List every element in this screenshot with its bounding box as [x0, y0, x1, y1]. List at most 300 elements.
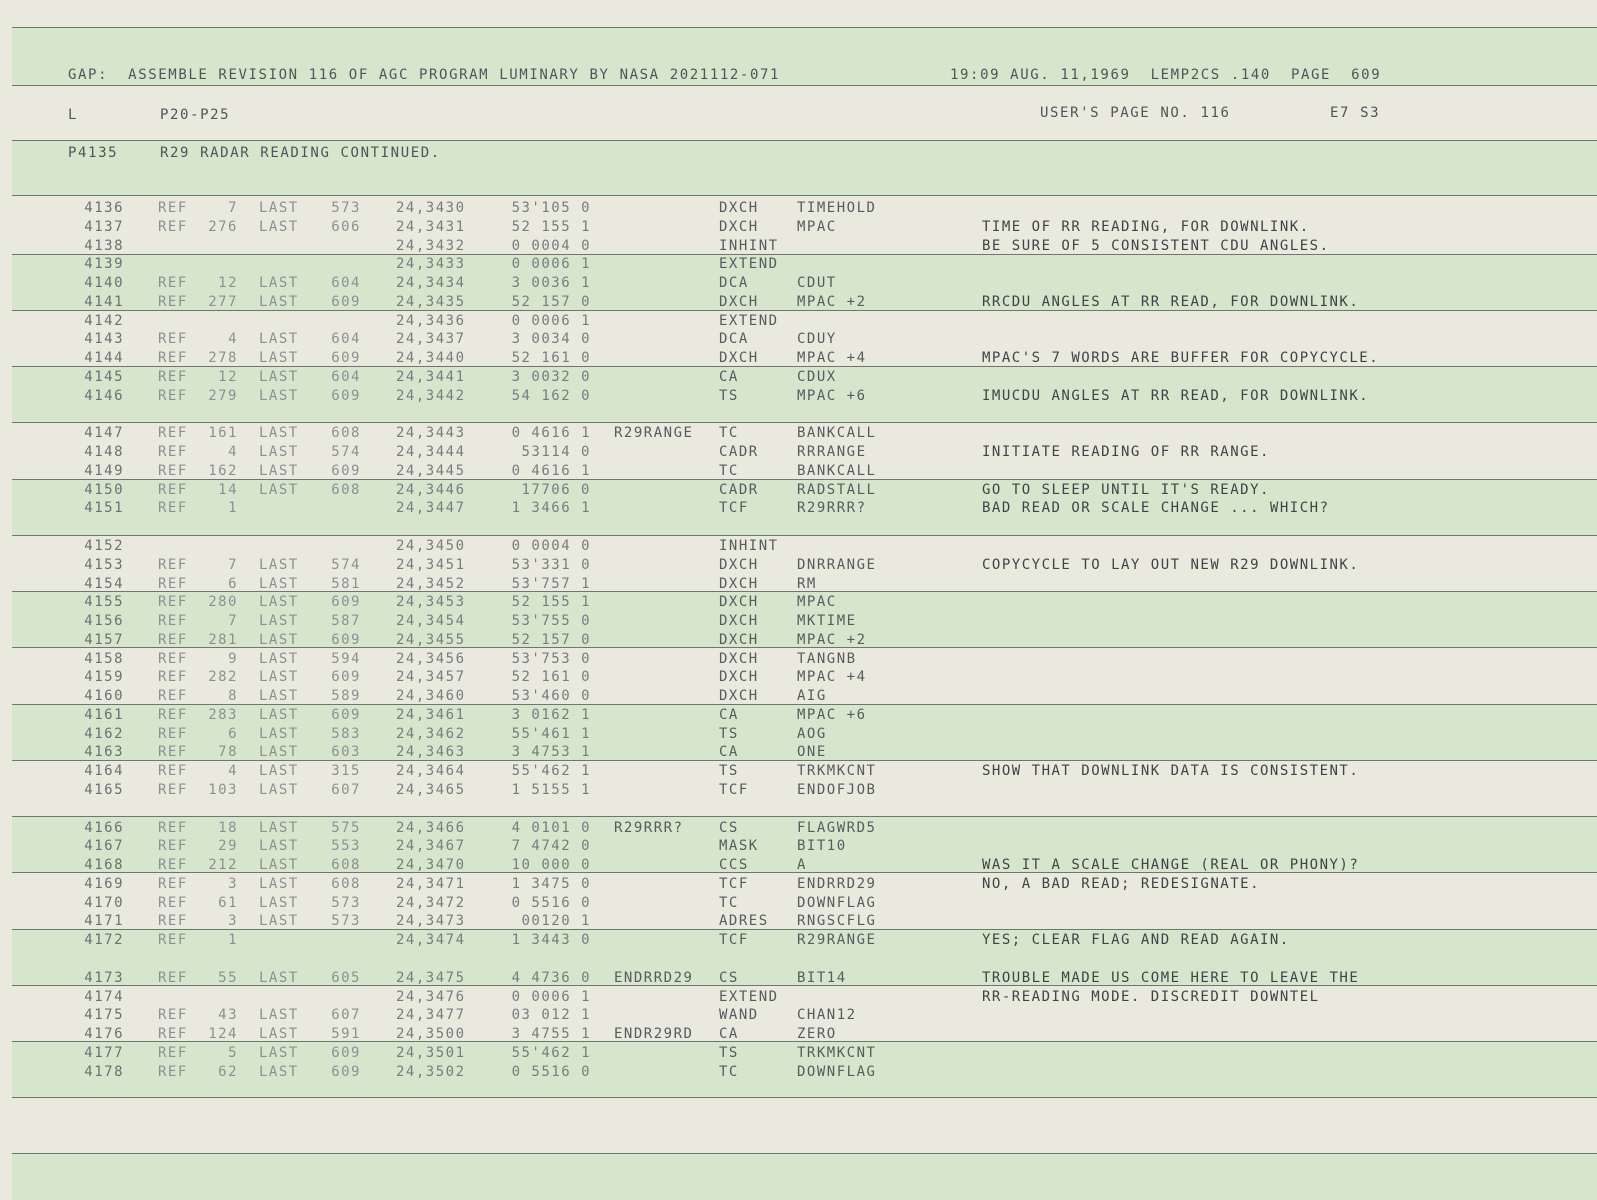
line-number: 4162: [84, 725, 124, 742]
address: 24,3502: [396, 1063, 466, 1080]
listing-row: [0, 312, 1597, 331]
line-number: 4171: [84, 913, 124, 930]
last-page: 608: [331, 481, 361, 498]
last-page: 604: [331, 368, 361, 385]
operand: AIG: [797, 688, 827, 704]
octal-word: 53'755 0: [511, 613, 591, 629]
operand: MPAC +4: [797, 669, 867, 686]
line-number: 4178: [84, 1063, 124, 1080]
ref-keyword: REF: [158, 875, 188, 892]
line-number: 4155: [84, 594, 124, 611]
ref-count: 3: [228, 875, 238, 892]
comment: TROUBLE MADE US COME HERE TO LEAVE THE: [982, 969, 1360, 986]
ref-keyword: REF: [158, 218, 188, 235]
opcode: TCF: [719, 781, 749, 798]
line-number: 4145: [84, 368, 124, 385]
line-number: 4172: [84, 932, 124, 948]
line-number: 4146: [84, 387, 124, 404]
octal-word: 4 0101 0: [511, 819, 591, 836]
opcode: TS: [719, 387, 739, 404]
octal-word: 53'460 0: [511, 688, 591, 704]
listing-row: [0, 612, 1597, 631]
line-number: 4163: [84, 744, 124, 761]
symbol-label: ENDRRD29: [614, 969, 694, 986]
operand: MPAC +2: [797, 293, 867, 310]
section-line-number: P4135: [68, 145, 119, 161]
octal-word: 0 0004 0: [511, 538, 591, 554]
line-number: 4159: [84, 669, 124, 686]
octal-word: 52 157 0: [511, 631, 591, 648]
last-keyword: LAST: [259, 1063, 299, 1080]
last-page: 609: [331, 669, 361, 686]
ref-keyword: REF: [158, 425, 188, 442]
listing-row: [0, 1063, 1597, 1082]
last-page: 575: [331, 819, 361, 836]
listing-row: [0, 762, 1597, 781]
ref-count: 277: [208, 293, 238, 310]
last-keyword: LAST: [259, 688, 299, 704]
ref-keyword: REF: [158, 838, 188, 855]
line-number: 4147: [84, 425, 124, 442]
address: 24,3473: [396, 913, 466, 930]
operand: CDUT: [797, 275, 837, 291]
listing-row: [0, 218, 1597, 237]
operand: TIMEHOLD: [797, 200, 877, 216]
listing-row: [0, 330, 1597, 349]
ref-keyword: REF: [158, 894, 188, 911]
address: 24,3452: [396, 575, 466, 592]
octal-word: 7 4742 0: [511, 838, 591, 855]
octal-word: 53'757 1: [511, 575, 591, 592]
line-number: 4149: [84, 462, 124, 479]
opcode: DXCH: [719, 650, 759, 667]
operand: TRKMKCNT: [797, 763, 877, 779]
ref-keyword: REF: [158, 688, 188, 704]
listing-row: [0, 875, 1597, 894]
octal-word: 3 0034 0: [511, 331, 591, 348]
listing-row: [0, 387, 1597, 406]
address: 24,3457: [396, 669, 466, 686]
last-page: 608: [331, 425, 361, 442]
band-rule: [12, 27, 1597, 28]
operand: ENDOFJOB: [797, 781, 877, 798]
ref-count: 283: [208, 706, 238, 723]
listing-row: [0, 537, 1597, 556]
last-page: 589: [331, 688, 361, 704]
opcode: CA: [719, 368, 739, 385]
ref-keyword: REF: [158, 669, 188, 686]
address: 24,3447: [396, 500, 466, 517]
comment: GO TO SLEEP UNTIL IT'S READY.: [982, 481, 1270, 498]
octal-word: 3 0036 1: [511, 275, 591, 291]
header-section: P20-P25: [160, 107, 231, 123]
listing-row: [0, 199, 1597, 218]
address: 24,3464: [396, 763, 466, 779]
last-keyword: LAST: [259, 368, 299, 385]
address: 24,3443: [396, 425, 466, 442]
address: 24,3455: [396, 631, 466, 648]
ref-count: 62: [218, 1063, 238, 1080]
listing-row: [0, 274, 1597, 293]
opcode: DXCH: [719, 556, 759, 573]
line-number: 4176: [84, 1026, 124, 1042]
ref-keyword: REF: [158, 857, 188, 873]
last-page: 591: [331, 1026, 361, 1042]
operand: R29RRR?: [797, 500, 867, 517]
opcode: DXCH: [719, 613, 759, 629]
line-number: 4156: [84, 613, 124, 629]
last-keyword: LAST: [259, 650, 299, 667]
header-timestamp: 19:09 AUG. 11,1969 LEMP2CS .140 PAGE 609: [950, 67, 1382, 83]
octal-word: 55'462 1: [511, 763, 591, 779]
ref-count: 9: [228, 650, 238, 667]
last-page: 603: [331, 744, 361, 761]
address: 24,3476: [396, 988, 466, 1005]
opcode: EXTEND: [719, 988, 779, 1005]
listing-row: [0, 706, 1597, 725]
listing-row: [0, 837, 1597, 856]
address: 24,3453: [396, 594, 466, 611]
last-keyword: LAST: [259, 763, 299, 779]
octal-word: 3 4753 1: [511, 744, 591, 761]
octal-word: 53114 0: [521, 444, 591, 460]
address: 24,3465: [396, 781, 466, 798]
line-number: 4157: [84, 631, 124, 648]
last-keyword: LAST: [259, 1007, 299, 1024]
operand: TANGNB: [797, 650, 857, 667]
last-keyword: LAST: [259, 744, 299, 761]
line-number: 4151: [84, 500, 124, 517]
operand: MPAC +4: [797, 350, 867, 366]
ref-count: 7: [228, 613, 238, 629]
last-keyword: LAST: [259, 1026, 299, 1042]
address: 24,3445: [396, 462, 466, 479]
address: 24,3454: [396, 613, 466, 629]
last-keyword: LAST: [259, 1044, 299, 1061]
listing-row: [0, 424, 1597, 443]
ref-keyword: REF: [158, 1007, 188, 1024]
line-number: 4158: [84, 650, 124, 667]
line-number: 4138: [84, 237, 124, 254]
ref-keyword: REF: [158, 556, 188, 573]
comment: SHOW THAT DOWNLINK DATA IS CONSISTENT.: [982, 763, 1360, 779]
address: 24,3441: [396, 368, 466, 385]
last-page: 607: [331, 781, 361, 798]
ref-count: 55: [218, 969, 238, 986]
ref-keyword: REF: [158, 594, 188, 611]
last-page: 606: [331, 218, 361, 235]
opcode: TS: [719, 725, 739, 742]
listing-row: [0, 255, 1597, 274]
listing-row: [0, 969, 1597, 988]
line-number: 4177: [84, 1044, 124, 1061]
ref-keyword: REF: [158, 462, 188, 479]
octal-word: 10 000 0: [511, 857, 591, 873]
line-number: 4140: [84, 275, 124, 291]
band-rule: [12, 85, 1597, 86]
ref-count: 103: [208, 781, 238, 798]
last-keyword: LAST: [259, 594, 299, 611]
address: 24,3450: [396, 538, 466, 554]
ref-count: 162: [208, 462, 238, 479]
operand: CDUX: [797, 368, 837, 385]
opcode: TC: [719, 425, 739, 442]
address: 24,3460: [396, 688, 466, 704]
ref-count: 5: [228, 1044, 238, 1061]
opcode: MASK: [719, 838, 759, 855]
address: 24,3466: [396, 819, 466, 836]
operand: MPAC +2: [797, 631, 867, 648]
operand: BIT14: [797, 969, 847, 986]
comment: WAS IT A SCALE CHANGE (REAL OR PHONY)?: [982, 857, 1360, 873]
opcode: TC: [719, 894, 739, 911]
opcode: DXCH: [719, 350, 759, 366]
ref-keyword: REF: [158, 819, 188, 836]
opcode: TC: [719, 1063, 739, 1080]
octal-word: 52 161 0: [511, 669, 591, 686]
line-number: 4139: [84, 256, 124, 273]
last-page: 609: [331, 387, 361, 404]
ref-count: 279: [208, 387, 238, 404]
octal-word: 0 4616 1: [511, 425, 591, 442]
octal-word: 52 155 1: [511, 218, 591, 235]
line-number: 4174: [84, 988, 124, 1005]
ref-count: 12: [218, 275, 238, 291]
comment: RRCDU ANGLES AT RR READ, FOR DOWNLINK.: [982, 293, 1360, 310]
ref-keyword: REF: [158, 744, 188, 761]
ref-count: 1: [228, 932, 238, 948]
ref-count: 276: [208, 218, 238, 235]
last-page: 604: [331, 331, 361, 348]
line-number: 4143: [84, 331, 124, 348]
operand: RRRANGE: [797, 444, 867, 460]
ref-keyword: REF: [158, 725, 188, 742]
operand: MKTIME: [797, 613, 857, 629]
opcode: DXCH: [719, 631, 759, 648]
opcode: DXCH: [719, 594, 759, 611]
address: 24,3461: [396, 706, 466, 723]
ref-keyword: REF: [158, 368, 188, 385]
listing-row: [0, 650, 1597, 669]
ref-count: 280: [208, 594, 238, 611]
ref-count: 278: [208, 350, 238, 366]
ref-keyword: REF: [158, 387, 188, 404]
listing-row: [0, 499, 1597, 518]
header-users-page: USER'S PAGE NO. 116: [1040, 105, 1231, 121]
ref-count: 12: [218, 368, 238, 385]
last-keyword: LAST: [259, 425, 299, 442]
comment: TIME OF RR READING, FOR DOWNLINK.: [982, 218, 1310, 235]
last-page: 607: [331, 1007, 361, 1024]
ref-count: 29: [218, 838, 238, 855]
listing-row: [0, 1025, 1597, 1044]
octal-word: 55'461 1: [511, 725, 591, 742]
opcode: CADR: [719, 444, 759, 460]
last-keyword: LAST: [259, 556, 299, 573]
ref-count: 124: [208, 1026, 238, 1042]
operand: ENDRRD29: [797, 875, 877, 892]
address: 24,3444: [396, 444, 466, 460]
operand: MPAC: [797, 218, 837, 235]
listing-row: [0, 237, 1597, 256]
line-number: 4136: [84, 200, 124, 216]
listing-row: [0, 1044, 1597, 1063]
opcode: DXCH: [719, 688, 759, 704]
ref-keyword: REF: [158, 781, 188, 798]
opcode: CS: [719, 969, 739, 986]
last-keyword: LAST: [259, 331, 299, 348]
address: 24,3446: [396, 481, 466, 498]
last-keyword: LAST: [259, 706, 299, 723]
ref-keyword: REF: [158, 913, 188, 930]
listing-row: [0, 556, 1597, 575]
band-rule: [12, 1097, 1597, 1098]
last-keyword: LAST: [259, 293, 299, 310]
operand: ONE: [797, 744, 827, 761]
last-page: 609: [331, 594, 361, 611]
octal-word: 52 157 0: [511, 293, 591, 310]
opcode: DXCH: [719, 293, 759, 310]
octal-word: 52 161 0: [511, 350, 591, 366]
ref-keyword: REF: [158, 575, 188, 592]
listing-row: [0, 856, 1597, 875]
line-number: 4137: [84, 218, 124, 235]
last-keyword: LAST: [259, 894, 299, 911]
last-page: 608: [331, 857, 361, 873]
opcode: INHINT: [719, 237, 779, 254]
last-keyword: LAST: [259, 387, 299, 404]
ref-keyword: REF: [158, 275, 188, 291]
address: 24,3477: [396, 1007, 466, 1024]
operand: RM: [797, 575, 817, 592]
ref-count: 61: [218, 894, 238, 911]
operand: A: [797, 857, 807, 873]
listing-row: [0, 668, 1597, 687]
listing-row: [0, 631, 1597, 650]
octal-word: 53'331 0: [511, 556, 591, 573]
line-number: 4168: [84, 857, 124, 873]
octal-word: 3 0162 1: [511, 706, 591, 723]
opcode: TS: [719, 763, 739, 779]
listing-row: [0, 462, 1597, 481]
opcode: CA: [719, 744, 739, 761]
last-keyword: LAST: [259, 200, 299, 216]
octal-word: 1 3443 0: [511, 932, 591, 948]
operand: BANKCALL: [797, 425, 877, 442]
ref-count: 161: [208, 425, 238, 442]
octal-word: 0 5516 0: [511, 894, 591, 911]
listing-row: [0, 575, 1597, 594]
opcode: TS: [719, 1044, 739, 1061]
listing-row: [0, 912, 1597, 931]
address: 24,3456: [396, 650, 466, 667]
address: 24,3475: [396, 969, 466, 986]
listing-row: [0, 593, 1597, 612]
ref-keyword: REF: [158, 500, 188, 517]
line-number: 4175: [84, 1007, 124, 1024]
last-keyword: LAST: [259, 462, 299, 479]
ref-count: 6: [228, 575, 238, 592]
octal-word: 0 4616 1: [511, 462, 591, 479]
last-page: 581: [331, 575, 361, 592]
band-rule: [12, 535, 1597, 536]
address: 24,3430: [396, 200, 466, 216]
last-keyword: LAST: [259, 913, 299, 930]
last-keyword: LAST: [259, 444, 299, 460]
line-number: 4142: [84, 312, 124, 329]
ref-count: 1: [228, 500, 238, 517]
opcode: DCA: [719, 331, 749, 348]
ref-count: 4: [228, 763, 238, 779]
last-keyword: LAST: [259, 575, 299, 592]
last-keyword: LAST: [259, 969, 299, 986]
last-page: 605: [331, 969, 361, 986]
line-number: 4144: [84, 350, 124, 366]
last-page: 609: [331, 350, 361, 366]
opcode: EXTEND: [719, 256, 779, 273]
line-number: 4154: [84, 575, 124, 592]
ref-keyword: REF: [158, 763, 188, 779]
ref-count: 212: [208, 857, 238, 873]
ref-keyword: REF: [158, 631, 188, 648]
listing-row: [0, 293, 1597, 312]
listing-row: [0, 349, 1597, 368]
ref-keyword: REF: [158, 481, 188, 498]
address: 24,3433: [396, 256, 466, 273]
ref-keyword: REF: [158, 650, 188, 667]
octal-word: 53'753 0: [511, 650, 591, 667]
octal-word: 1 3466 1: [511, 500, 591, 517]
address: 24,3436: [396, 312, 466, 329]
header-column-l: L: [68, 107, 79, 123]
last-page: 574: [331, 444, 361, 460]
last-keyword: LAST: [259, 857, 299, 873]
last-page: 573: [331, 894, 361, 911]
ref-count: 4: [228, 444, 238, 460]
symbol-label: ENDR29RD: [614, 1026, 694, 1042]
last-keyword: LAST: [259, 631, 299, 648]
last-keyword: LAST: [259, 613, 299, 629]
operand: MPAC +6: [797, 387, 867, 404]
ref-count: 14: [218, 481, 238, 498]
opcode: WAND: [719, 1007, 759, 1024]
comment: BE SURE OF 5 CONSISTENT CDU ANGLES.: [982, 237, 1330, 254]
line-number: 4148: [84, 444, 124, 460]
operand: DOWNFLAG: [797, 894, 877, 911]
last-page: 315: [331, 763, 361, 779]
symbol-label: R29RANGE: [614, 425, 694, 442]
listing-row: [0, 743, 1597, 762]
last-keyword: LAST: [259, 275, 299, 291]
line-number: 4170: [84, 894, 124, 911]
operand: DOWNFLAG: [797, 1063, 877, 1080]
band-rule: [12, 816, 1597, 817]
ref-keyword: REF: [158, 444, 188, 460]
ref-count: 281: [208, 631, 238, 648]
band-rule: [12, 140, 1597, 141]
address: 24,3474: [396, 932, 466, 948]
line-number: 4173: [84, 969, 124, 986]
address: 24,3437: [396, 331, 466, 348]
last-keyword: LAST: [259, 875, 299, 892]
line-number: 4160: [84, 688, 124, 704]
line-number: 4152: [84, 538, 124, 554]
last-page: 594: [331, 650, 361, 667]
octal-word: 00120 1: [521, 913, 591, 930]
ref-count: 6: [228, 725, 238, 742]
line-number: 4150: [84, 481, 124, 498]
last-keyword: LAST: [259, 350, 299, 366]
